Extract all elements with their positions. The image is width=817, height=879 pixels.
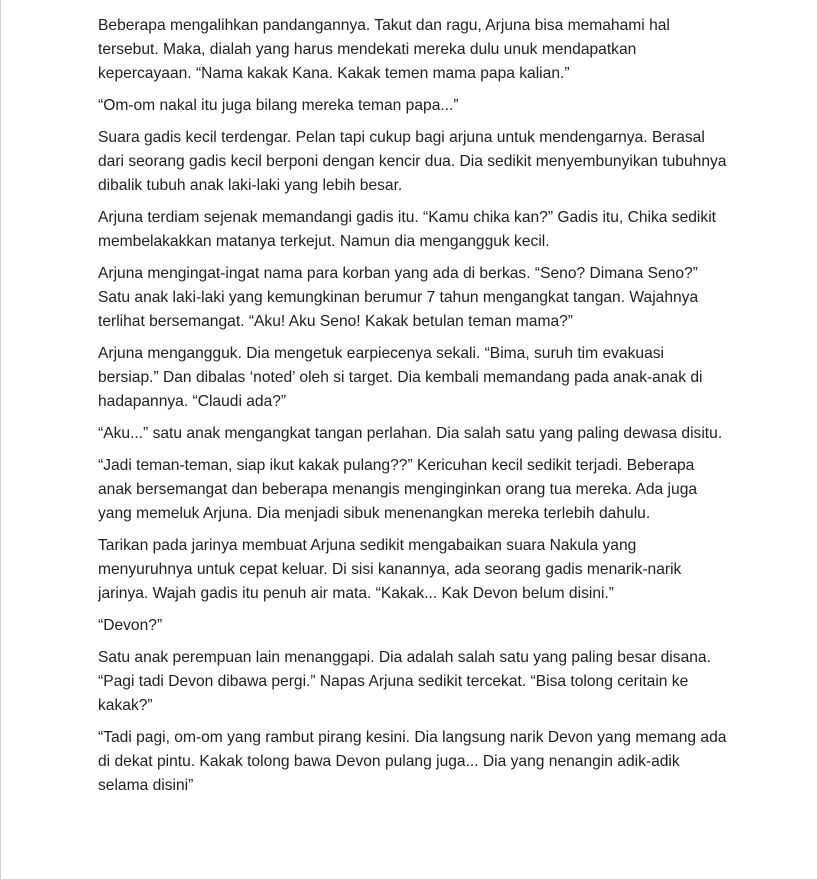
story-text-body (98, 14, 728, 806)
story-paragraph: “Om-om nakal itu juga bilang mereka teman papa...” (98, 97, 459, 114)
story-paragraph: Tarikan pada jarinya membuat Arjuna sedikit mengabaikan suara Nakula yang menyuruhnya untuk cepat keluar. Di sisi kanannya, ada seorang gadis menarik-narik jarinya. Wajah gadis itu penuh air mata. “Kakak... Kak Devon belum disini.” (98, 537, 682, 602)
story-paragraph: Arjuna terdiam sejenak memandangi gadis itu. “Kamu chika kan?” Gadis itu, Chika sedikit membelakakkan matanya terkejut. Namun dia mengangguk kecil. (98, 209, 716, 250)
story-paragraph: Arjuna mengangguk. Dia mengetuk earpiecenya sekali. “Bima, suruh tim evakuasi bersiap.” Dan dibalas ‘noted’ oleh si target. Dia kembali memandang pada anak-anak di hadapannya. “Claudi ada?” (98, 345, 703, 410)
story-paragraph: Satu anak perempuan lain menanggapi. Dia adalah salah satu yang paling besar disana. “Pagi tadi Devon dibawa pergi.” Napas Arjuna sedikit tercekat. “Bisa tolong ceritain ke kakak?” (98, 649, 711, 714)
story-paragraph: Suara gadis kecil terdengar. Pelan tapi cukup bagi arjuna untuk mendengarnya. Berasal dari seorang gadis kecil berponi dengan kencir dua. Dia sedikit menyembunyikan tubuhnya dibalik tubuh anak laki-laki yang lebih besar. (98, 129, 727, 194)
story-paragraph: “Jadi teman-teman, siap ikut kakak pulang??” Kericuhan kecil sedikit terjadi. Beberapa anak bersemangat dan beberapa menangis menginginkan orang tua mereka. Ada juga yang memeluk Arjuna. Dia menjadi sibuk menenangkan mereka terlebih dahulu. (98, 457, 698, 522)
story-paragraph: “Devon?” (98, 617, 163, 634)
story-paragraph: Beberapa mengalihkan pandangannya. Takut dan ragu, Arjuna bisa memahami hal tersebut. Maka, dialah yang harus mendekati mereka dulu unuk mendapatkan kepercayaan. “Nama kakak Kana. Kakak temen mama papa kalian.” (98, 17, 670, 82)
story-paragraph: “Aku...” satu anak mengangkat tangan perlahan. Dia salah satu yang paling dewasa disitu. (98, 425, 723, 442)
story-paragraph: Arjuna mengingat-ingat nama para korban yang ada di berkas. “Seno? Dimana Seno?” Satu anak laki-laki yang kemungkinan berumur 7 tahun mengangkat tangan. Wajahnya terlihat bersemangat. “Aku! Aku Seno! Kakak betulan teman mama?” (98, 265, 699, 330)
story-paragraph: “Tadi pagi, om-om yang rambut pirang kesini. Dia langsung narik Devon yang memang ada di dekat pintu. Kakak tolong bawa Devon pulang juga... Dia yang nenangin adik-adik selama disini” (98, 729, 727, 794)
